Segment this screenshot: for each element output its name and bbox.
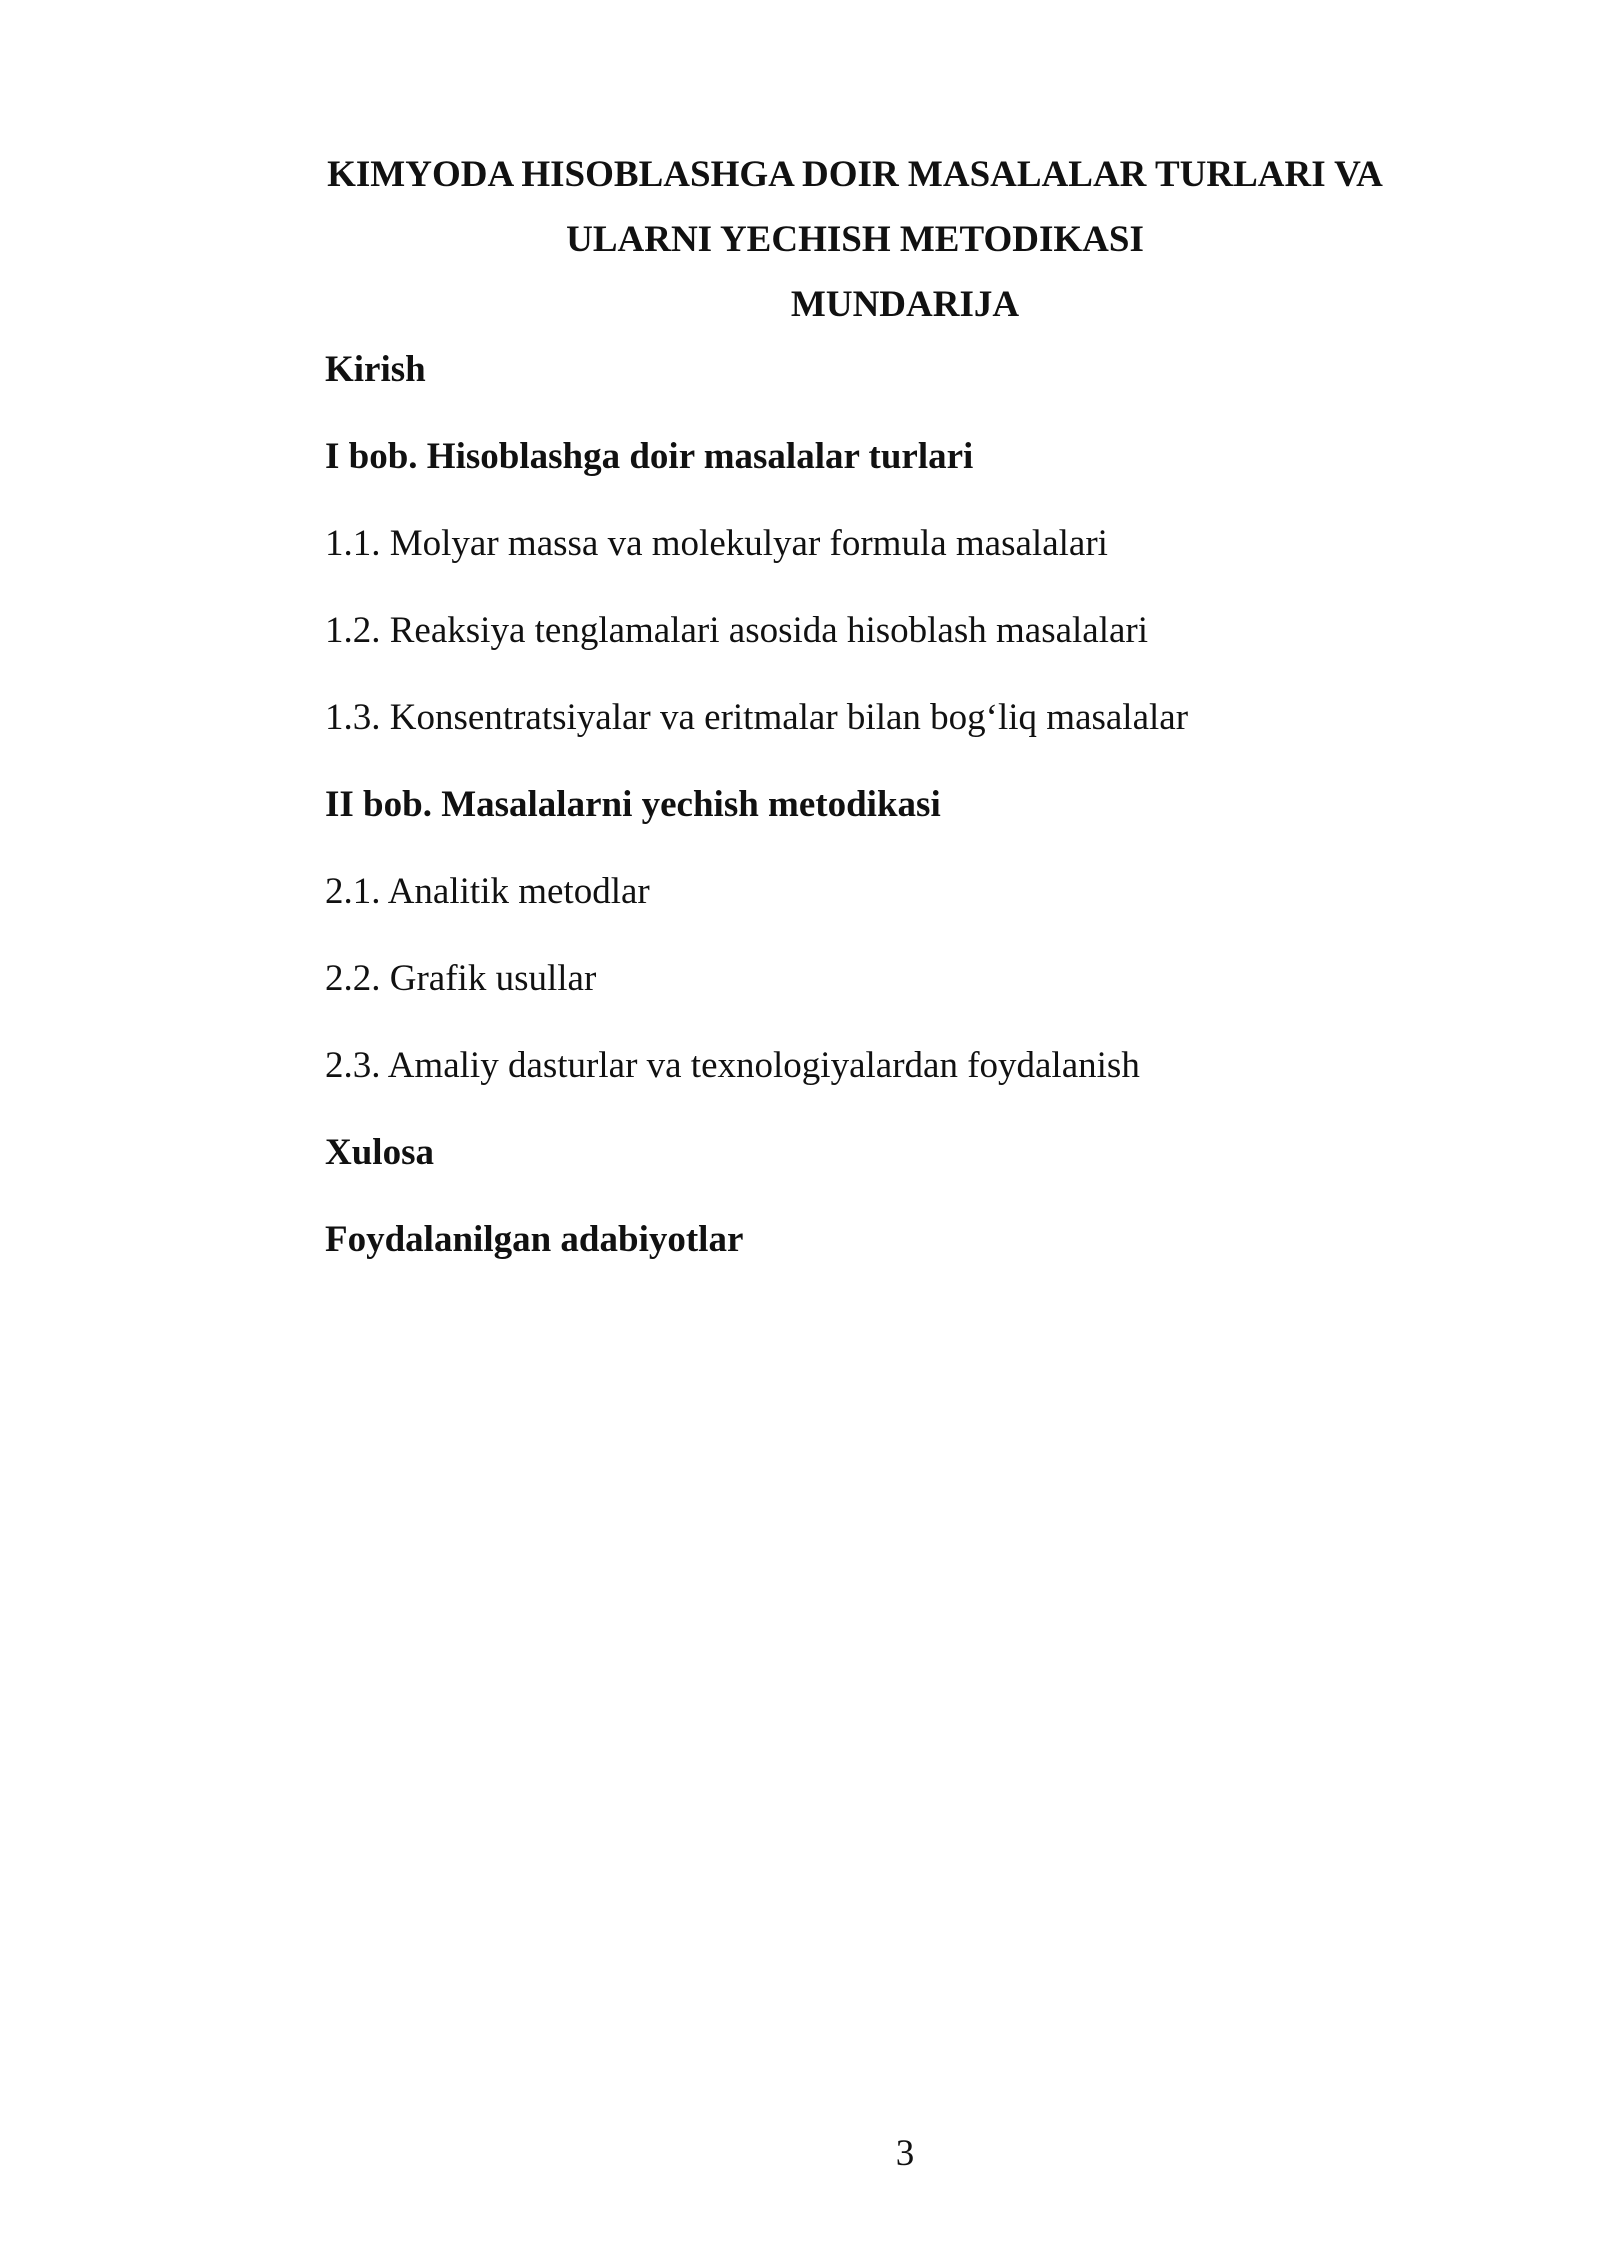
toc-entry-section-1-1: 1.1. Molyar massa va molekulyar formula masalalari xyxy=(325,523,1108,564)
toc-entry-chapter-1: I bob. Hisoblashga doir masalalar turlari xyxy=(325,436,974,477)
toc-entry-introduction: Kirish xyxy=(325,349,426,390)
document-title-line-1: KIMYODA HISOBLASHGA DOIR MASALALAR TURLARI VA xyxy=(327,154,1383,195)
toc-entry-section-1-3: 1.3. Konsentratsiyalar va eritmalar bilan bog‘liq masalalar xyxy=(325,697,1189,738)
toc-entry-section-2-2: 2.2. Grafik usullar xyxy=(325,958,597,999)
document-title-line-2: ULARNI YECHISH METODIKASI xyxy=(566,219,1144,260)
page-number: 3 xyxy=(895,2133,915,2174)
toc-entry-section-1-2: 1.2. Reaksiya tenglamalari asosida hisoblash masalalari xyxy=(325,610,1149,651)
contents-heading: MUNDARIJA xyxy=(790,284,1020,325)
toc-entry-conclusion: Xulosa xyxy=(325,1132,434,1173)
toc-entry-references: Foydalanilgan adabiyotlar xyxy=(325,1219,744,1260)
toc-entry-chapter-2: II bob. Masalalarni yechish metodikasi xyxy=(325,784,941,825)
toc-entry-section-2-3: 2.3. Amaliy dasturlar va texnologiyalardan foydalanish xyxy=(325,1045,1140,1086)
toc-entry-section-2-1: 2.1. Analitik metodlar xyxy=(325,871,650,912)
